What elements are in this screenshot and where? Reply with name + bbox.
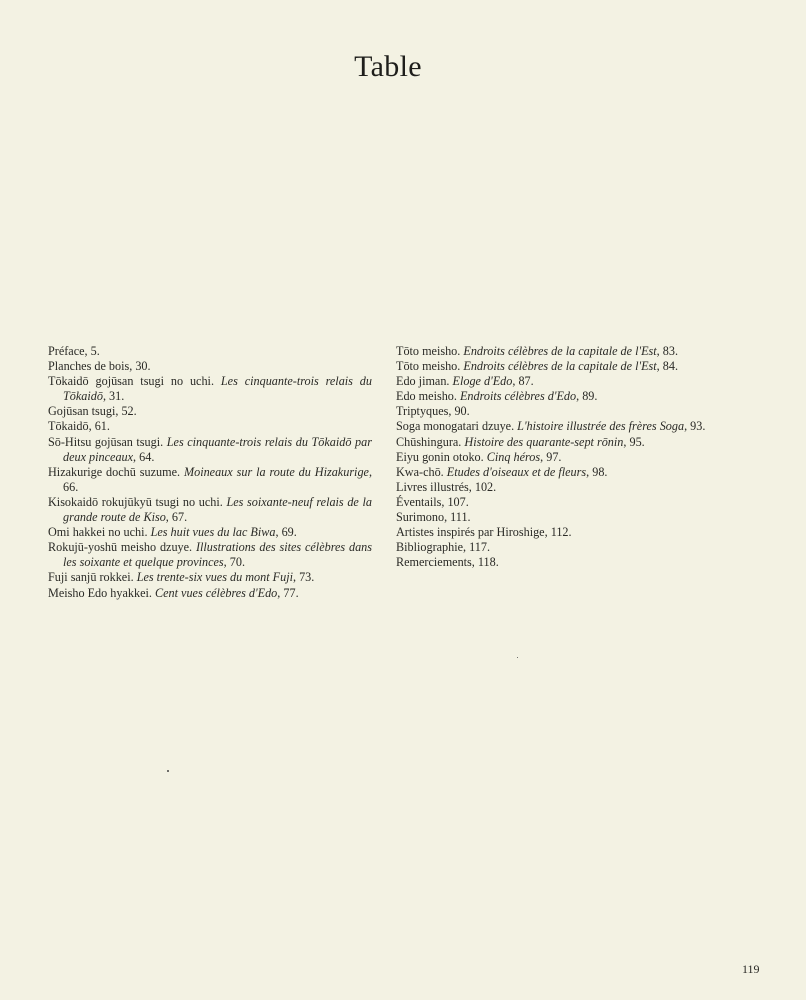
toc-entry: Artistes inspirés par Hiroshige, 112. <box>396 525 572 540</box>
toc-entry: Préface, 5. <box>48 344 100 358</box>
toc-entry: Hizakurige dochū suzume. Moineaux sur la route du Hizakurige, 66. <box>48 464 372 494</box>
toc-entry: Planches de bois, 30. <box>48 359 151 374</box>
toc-entry: Bibliographie, 117. <box>396 540 490 555</box>
toc-entry: Omi hakkei no uchi. Les huit vues du lac Biwa, 69. <box>48 525 297 540</box>
toc-entry: Remerciements, 118. <box>396 555 499 570</box>
toc-entry: Kwa-chō. Etudes d'oiseaux et de fleurs, 98. <box>396 464 608 479</box>
toc-column-left <box>48 344 372 601</box>
toc-entry: Edo meisho. Endroits célèbres d'Edo, 89. <box>396 389 598 404</box>
toc-entry: Meisho Edo hyakkei. Cent vues célèbres d'Edo, 77. <box>48 585 299 600</box>
toc-entry: Rokujū-yoshū meisho dzuye. Illustrations des sites célèbres dans les soixante et quelque provinces, 70. <box>48 540 372 570</box>
toc-entry: Triptyques, 90. <box>396 404 470 419</box>
toc-entry: Gojūsan tsugi, 52. <box>48 404 137 419</box>
toc-column-right <box>396 344 726 570</box>
toc-entry: Surimono, 111. <box>396 510 471 525</box>
toc-entry: Sō-Hitsu gojūsan tsugi. Les cinquante-trois relais du Tōkaidō par deux pinceaux, 64. <box>48 434 372 464</box>
toc-entry: Eiyu gonin otoko. Cinq héros, 97. <box>396 449 562 464</box>
paper-speck <box>517 657 518 658</box>
page-number: 119 <box>742 962 760 976</box>
toc-entry: Tōkaidō gojūsan tsugi no uchi. Les cinquante-trois relais du Tōkaidō, 31. <box>48 374 372 404</box>
toc-entry: Tōkaidō, 61. <box>48 419 110 434</box>
toc-entry: Soga monogatari dzuye. L'histoire illustrée des frères Soga, 93. <box>396 419 706 434</box>
toc-entry: Edo jiman. Eloge d'Edo, 87. <box>396 374 534 389</box>
toc-entry: Chūshingura. Histoire des quarante-sept rōnin, 95. <box>396 434 645 449</box>
toc-entry: Livres illustrés, 102. <box>396 479 497 494</box>
toc-entry: Éventails, 107. <box>396 494 469 509</box>
toc-entry: Tōto meisho. Endroits célèbres de la capitale de l'Est, 84. <box>396 359 678 374</box>
toc-entry: Kisokaidō rokujūkyū tsugi no uchi. Les soixante-neuf relais de la grande route de Kiso, 67. <box>48 494 372 525</box>
toc-entry: Tōto meisho. Endroits célèbres de la capitale de l'Est, 83. <box>396 344 678 358</box>
toc-entry: Fuji sanjū rokkei. Les trente-six vues du mont Fuji, 73. <box>48 570 315 585</box>
page-title: Table <box>354 50 422 83</box>
paper-speck <box>167 770 169 772</box>
